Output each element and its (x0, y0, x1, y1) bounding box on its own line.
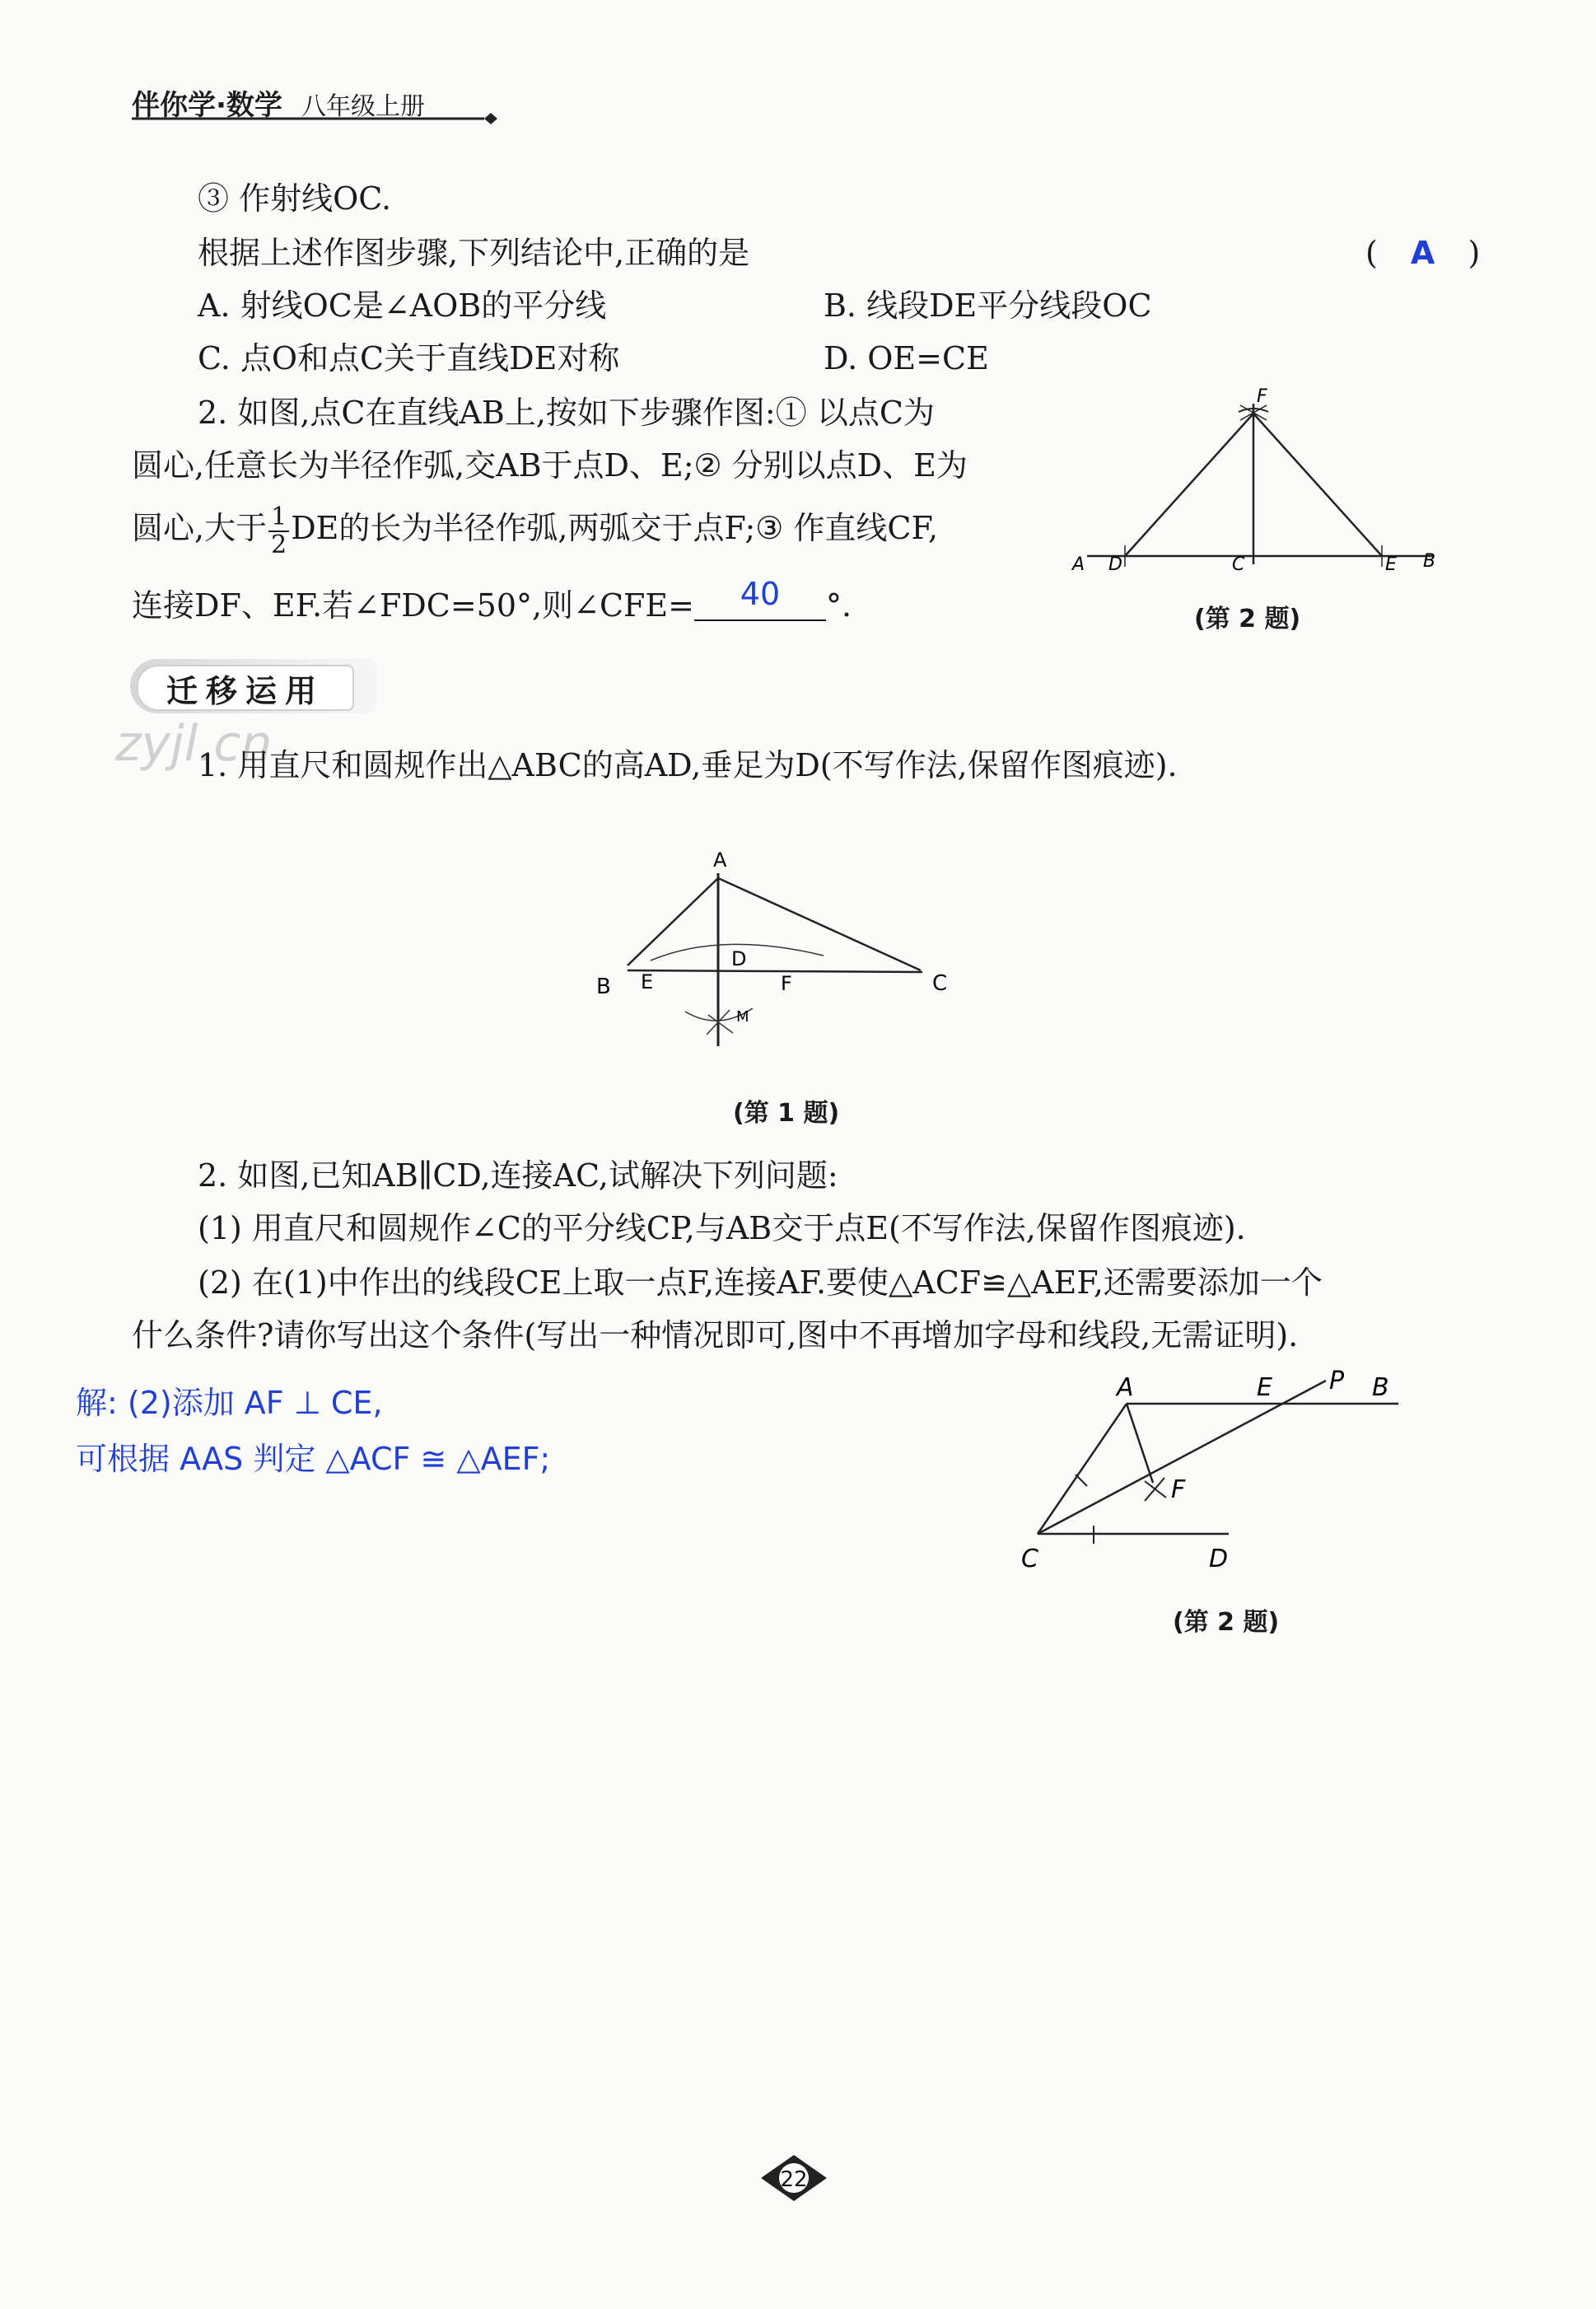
paren-close: ) (1468, 235, 1481, 271)
label-e: E (1385, 554, 1397, 575)
line-ac (1038, 1404, 1127, 1534)
ex2-line3: (2) 在(1)中作出的线段CE上取一点F,连接AF.要使△ACF≌△AEF,还需要添加一个 (198, 1264, 1323, 1301)
q1-step3: ③ 作射线OC. (198, 180, 392, 217)
cross-m (707, 1010, 733, 1035)
label-f: F (1171, 1475, 1186, 1504)
label-c: C (1021, 1545, 1038, 1573)
tick-ac (1076, 1475, 1087, 1486)
q1-answer-bracket (1365, 237, 1480, 269)
line-df (1125, 414, 1253, 556)
q1-option-c: C. 点O和点C关于直线DE对称 (198, 340, 620, 376)
ex2-solution-line2: 可根据 AAS 判定 △ACF ≅ △AEF; (76, 1441, 551, 1477)
q1-answer: A (1410, 235, 1435, 271)
header-rule (132, 112, 502, 129)
label-b: B (596, 975, 611, 999)
ex2-line4: 什么条件?请你写出这个条件(写出一种情况即可,图中不再增加字母和线段,无需证明). (132, 1317, 1299, 1353)
label-d: D (731, 947, 747, 970)
cross-f (1145, 1478, 1166, 1501)
ex1-text: 1. 用直尺和圆规作出△ABC的高AD,垂足为D(不写作法,保留作图痕迹). (198, 747, 1178, 783)
q2-line2: 圆心,任意长为半径作弧,交AB于点D、E;② 分别以点D、E为 (132, 447, 968, 484)
frac-denominator: 2 (271, 530, 287, 559)
q2-line4-post: °. (825, 587, 852, 624)
paren-open: ( (1365, 235, 1378, 271)
label-d: D (1108, 554, 1122, 575)
frac-numerator: 1 (268, 504, 289, 532)
page-number: 22 (780, 2167, 808, 2192)
label-a: A (1072, 554, 1085, 575)
label-p: P (1329, 1367, 1345, 1395)
label-a: A (713, 848, 727, 872)
ex1-caption: (第 1 题) (733, 1099, 840, 1128)
q1-option-d: D. OE=CE (824, 340, 989, 376)
q2-caption: (第 2 题) (1194, 605, 1301, 633)
ex2-line1: 2. 如图,已知AB∥CD,连接AC,试解决下列问题: (198, 1157, 838, 1194)
line-af (1127, 1404, 1153, 1483)
ex2-caption: (第 2 题) (1173, 1608, 1280, 1637)
label-f: F (1257, 387, 1267, 407)
watermark: zyjl.cn (115, 715, 273, 773)
q1-option-a: A. 射线OC是∠AOB的平分线 (198, 287, 607, 324)
q2-line1: 2. 如图,点C在直线AB上,按如下步骤作图:① 以点C为 (198, 395, 935, 431)
q2-figure (1062, 387, 1458, 585)
q1-question: 根据上述作图步骤,下列结论中,正确的是 (198, 235, 750, 271)
label-a: A (1117, 1373, 1134, 1402)
section-badge (130, 659, 377, 713)
q2-line3 (132, 504, 938, 558)
header-subtitle: 八年级上册 (301, 92, 426, 121)
ex2-figure (1005, 1351, 1416, 1598)
ex1-figure (576, 840, 988, 1071)
fraction-half (268, 504, 289, 558)
header-title: 伴你学·数学 (132, 89, 282, 122)
page-number-badge (759, 2153, 828, 2203)
q2-answer-blank (694, 576, 826, 621)
line-bc (628, 970, 922, 972)
q2-line4-pre: 连接DF、EF.若∠FDC=50°,则∠CFE= (132, 587, 694, 624)
line-ac (718, 878, 921, 970)
ex2-solution-line1: 解: (2)添加 AF ⊥ CE, (76, 1385, 383, 1421)
ex2-line2: (1) 用直尺和圆规作∠C的平分线CP,与AB交于点E(不写作法,保留作图痕迹). (198, 1210, 1246, 1246)
label-b: B (1372, 1373, 1389, 1402)
label-e: E (641, 970, 654, 993)
line-ef (1253, 414, 1382, 556)
q2-line4 (132, 576, 852, 624)
q2-line3-pre: 圆心,大于 (132, 510, 268, 546)
label-m: M (736, 1008, 749, 1026)
label-c: C (1232, 554, 1245, 575)
label-f: F (781, 972, 792, 995)
label-b: B (1423, 551, 1436, 572)
q2-answer: 40 (740, 576, 781, 612)
q1-option-b: B. 线段DE平分线段OC (824, 287, 1152, 324)
q2-line3-post: DE的长为半径作弧,两弧交于点F;③ 作直线CF, (291, 510, 939, 546)
label-c: C (932, 971, 948, 996)
label-d: D (1209, 1545, 1229, 1573)
section-title: 迁移运用 (137, 665, 354, 711)
label-e: E (1257, 1373, 1272, 1402)
